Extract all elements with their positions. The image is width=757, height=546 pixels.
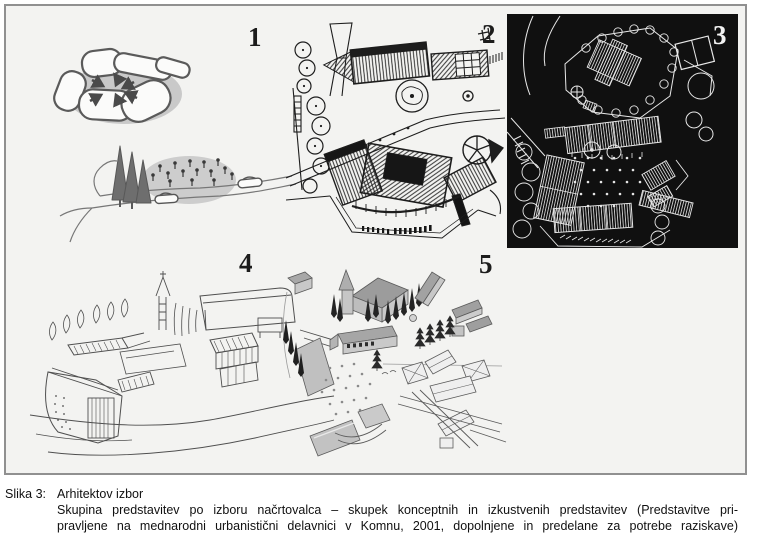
courtyard-lines [120,344,186,374]
panel-number-2: 2 [482,19,496,49]
bean-cluster-diagram [51,48,192,128]
sketch-3-inverted-plan [507,14,738,248]
left-curved-building [46,368,154,443]
school-building [330,326,397,354]
mid-hatched-building [210,333,258,387]
sketch-2-ink-site-plan [286,19,510,240]
buildings-hatched [322,42,496,226]
panel-number-3: 3 [713,20,727,50]
caption-label: Slika 3: [5,487,46,501]
panel-number-5: 5 [479,249,493,279]
plaza-dots [321,363,396,416]
panel-number-4: 4 [239,248,253,278]
figure-caption [57,486,738,534]
street-scene [60,146,296,242]
caption-description-line-1: Skupina predstavitev po izboru načrtovalca – skupek konceptnih in izkustvenih predstavitev (Predstavitve pri- [57,503,738,517]
caption-title: Arhitektov izbor [57,487,144,501]
sketch-trees [49,299,197,340]
church-tower [156,271,170,330]
cypress-trees [112,146,151,209]
bottom-left-slabs [310,404,390,456]
caption-description-line-2: pravljene na mednarodni urbanistični delavnici v Komnu, 2001, dopolnjene in predelane za potrebe raziskave) [57,519,738,533]
white-roof-cluster [402,350,490,448]
left-slab-and-trees [283,320,334,396]
hut-top-left [288,272,312,294]
sketch-5-axonometric-model [278,249,552,468]
long-roof-building [68,333,150,355]
panel-number-1: 1 [248,22,262,52]
sketch-1-concept-diagram [40,40,300,250]
church-group [331,270,422,324]
